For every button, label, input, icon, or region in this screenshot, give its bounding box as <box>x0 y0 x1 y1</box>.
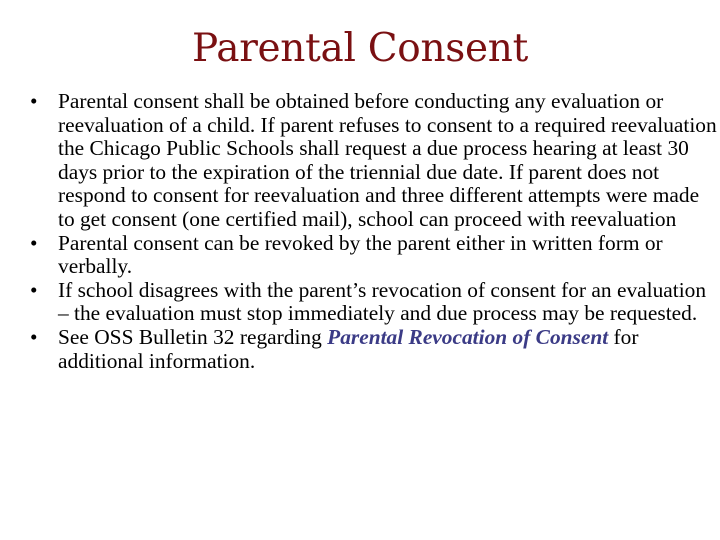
bullet-item <box>30 232 720 279</box>
bullet-text-before: See OSS Bulletin 32 regarding <box>58 324 328 349</box>
slide-title: Parental Consent <box>192 26 528 71</box>
bullet-marker: • <box>30 324 38 349</box>
bulletin-title-emphasis: Parental Revocation of Consent <box>327 324 609 349</box>
bullet-item <box>30 326 720 373</box>
bullet-marker: • <box>30 277 38 302</box>
bullet-text-after: for additional information. <box>58 324 639 373</box>
bullet-item <box>30 279 720 326</box>
bullet-text: Parental consent shall be obtained before conducting any evaluation or reevaluation of a child. If parent refuses to consent to a required reevaluation the Chicago Public Schools shall request a due process hearing at least 30 days prior to the expiration of the triennial due date. If parent does not respond to consent for reevaluation and three different attempts were made to get consent (one certified mail), school can proceed with reevaluation <box>58 89 717 231</box>
bullet-list <box>30 90 720 373</box>
bullet-marker: • <box>30 89 38 113</box>
bullet-text: Parental consent can be revoked by the parent either in written form or verbally. <box>58 230 663 279</box>
bullet-item <box>30 90 720 232</box>
bullet-marker: • <box>30 230 38 255</box>
bullet-text: If school disagrees with the parent’s revocation of consent for an evaluation – the evaluation must stop immediately and due process may be requested. <box>58 277 707 326</box>
